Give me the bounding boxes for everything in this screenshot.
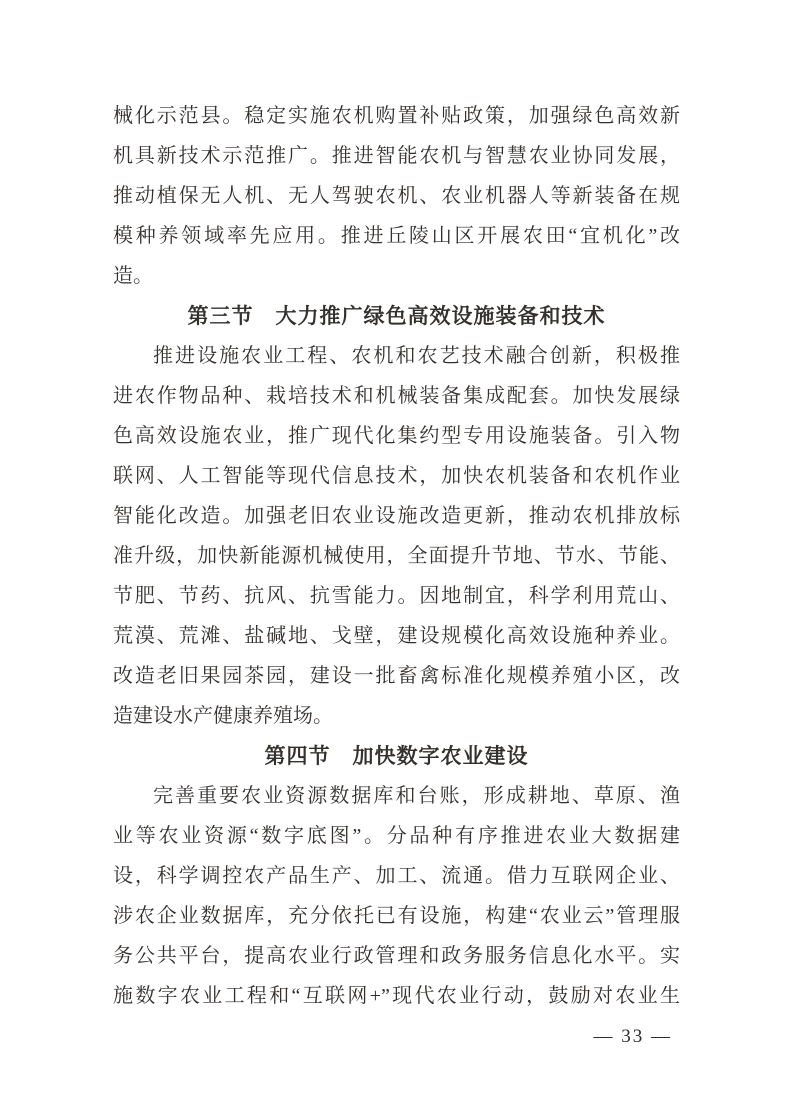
- page-number: — 33 —: [593, 1026, 672, 1047]
- text-line: 进农作物品种、栽培技术和机械装备集成配套。加快发展绿: [113, 385, 680, 407]
- paragraph-section-4: [113, 776, 680, 1016]
- text-line: 推进设施农业工程、农机和农艺技术融合创新，积极推: [153, 345, 680, 367]
- text-line: 智能化改造。加强老旧农业设施改造更新，推动农机排放标: [113, 505, 680, 527]
- text-line: 设，科学调控农产品生产、加工、流通。借力互联网企业、: [113, 865, 680, 887]
- text-line: 务公共平台，提高农业行政管理和政务服务信息化水平。实: [113, 945, 680, 967]
- text-line: 机具新技术示范推广。推进智能农机与智慧农业协同发展，: [113, 145, 680, 167]
- text-line: 造建设水产健康养殖场。: [113, 705, 333, 727]
- text-line: 业等农业资源“数字底图”。分品种有序推进农业大数据建: [113, 825, 680, 847]
- text-line: 造。: [113, 265, 153, 287]
- text-line: 荒漠、荒滩、盐碱地、戈壁，建设规模化高效设施种养业。: [113, 625, 680, 647]
- text-line: 色高效设施农业，推广现代化集约型专用设施装备。引入物: [113, 425, 680, 447]
- paragraph-continuation: [113, 96, 680, 296]
- page-content: [113, 96, 680, 1016]
- text-line: 节肥、节药、抗风、抗雪能力。因地制宜，科学利用荒山、: [113, 585, 680, 607]
- text-line: 械化示范县。稳定实施农机购置补贴政策，加强绿色高效新: [113, 105, 680, 127]
- text-line: 完善重要农业资源数据库和台账，形成耕地、草原、渔: [153, 785, 680, 807]
- paragraph-section-3: [113, 336, 680, 736]
- section-4-heading: 第四节 加快数字农业建设: [264, 744, 529, 768]
- text-line: 推动植保无人机、无人驾驶农机、农业机器人等新装备在规: [113, 185, 680, 207]
- text-line: 准升级，加快新能源机械使用，全面提升节地、节水、节能、: [113, 545, 680, 567]
- text-line: 改造老旧果园茶园，建设一批畜禽标准化规模养殖小区，改: [113, 665, 680, 687]
- text-line: 模种养领域率先应用。推进丘陵山区开展农田“宜机化”改: [113, 225, 680, 247]
- section-3-heading: 第三节 大力推广绿色高效设施装备和技术: [187, 304, 606, 328]
- text-line: 联网、人工智能等现代信息技术，加快农机装备和农机作业: [113, 465, 680, 487]
- page-footer: [594, 1024, 673, 1050]
- text-line: 涉农企业数据库，充分依托已有设施，构建“农业云”管理服: [113, 905, 680, 927]
- text-line: 施数字农业工程和“互联网+”现代农业行动，鼓励对农业生: [113, 985, 680, 1007]
